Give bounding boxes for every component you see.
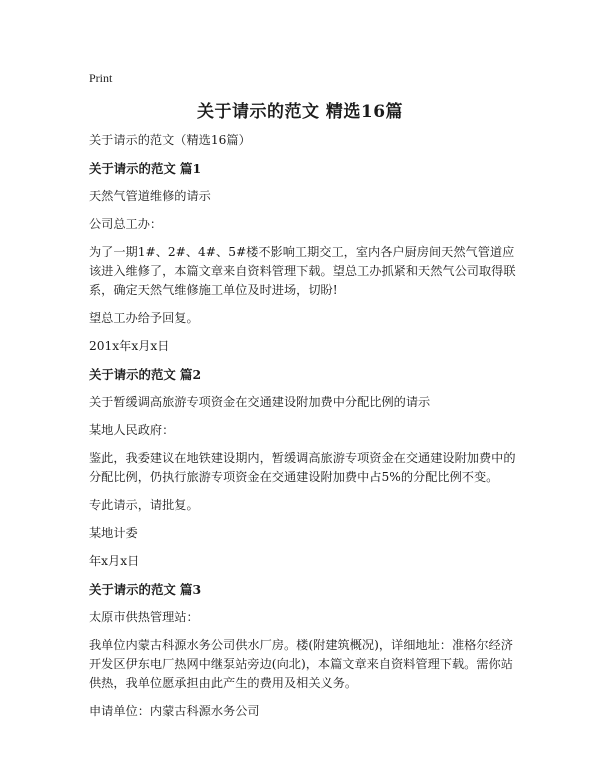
print-link[interactable]: Print <box>89 71 113 85</box>
section-heading-3: 关于请示的范文 篇3 <box>89 582 202 597</box>
paragraph: 某地人民政府： <box>89 423 175 437</box>
paragraph: 申请单位：内蒙古科源水务公司 <box>89 704 260 718</box>
document-body <box>89 131 519 730</box>
paragraph: 天然气管道维修的请示 <box>89 189 211 203</box>
paragraph: 公司总工办： <box>89 217 163 231</box>
paragraph: 鉴此，我委建议在地铁建设期内，暂缓调高旅游专项资金在交通建设附加费中的分配比例，仍执行旅游专项资金在交通建设附加费中占5%的分配比例不变。 <box>89 451 516 484</box>
paragraph: 某地计委 <box>89 526 138 540</box>
paragraph: 关于暂缓调高旅游专项资金在交通建设附加费中分配比例的请示 <box>89 395 431 409</box>
section-heading-2: 关于请示的范文 篇2 <box>89 367 202 382</box>
paragraph: 专此请示，请批复。 <box>89 498 199 512</box>
paragraph-date: 年x月x日 <box>89 554 140 568</box>
paragraph: 太原市供热管理站： <box>89 610 199 624</box>
section-heading-1: 关于请示的范文 篇1 <box>89 161 202 176</box>
paragraph: 望总工办给予回复。 <box>89 311 199 325</box>
paragraph-date: 201x年x月x日 <box>89 339 170 353</box>
paragraph: 为了一期1#、2#、4#、5#楼不影响工期交工，室内各户厨房间天然气管道应该进入维修了，本篇文章来自资料管理下载。望总工办抓紧和天然气公司取得联系，确定天然气维修施工单位及时进场，切盼! <box>89 245 516 297</box>
paragraph: 我单位内蒙古科源水务公司供水厂房。楼(附建筑概况)，详细地址：准格尔经济开发区伊东电厂热网中继泵站旁边(向北)，本篇文章来自资料管理下载。需你站供热，我单位愿承担由此产生的费用及相关义务。 <box>89 638 513 690</box>
document-subtitle: 关于请示的范文（精选16篇） <box>89 133 251 147</box>
document-title: 关于请示的范文 精选16篇 <box>196 102 404 122</box>
